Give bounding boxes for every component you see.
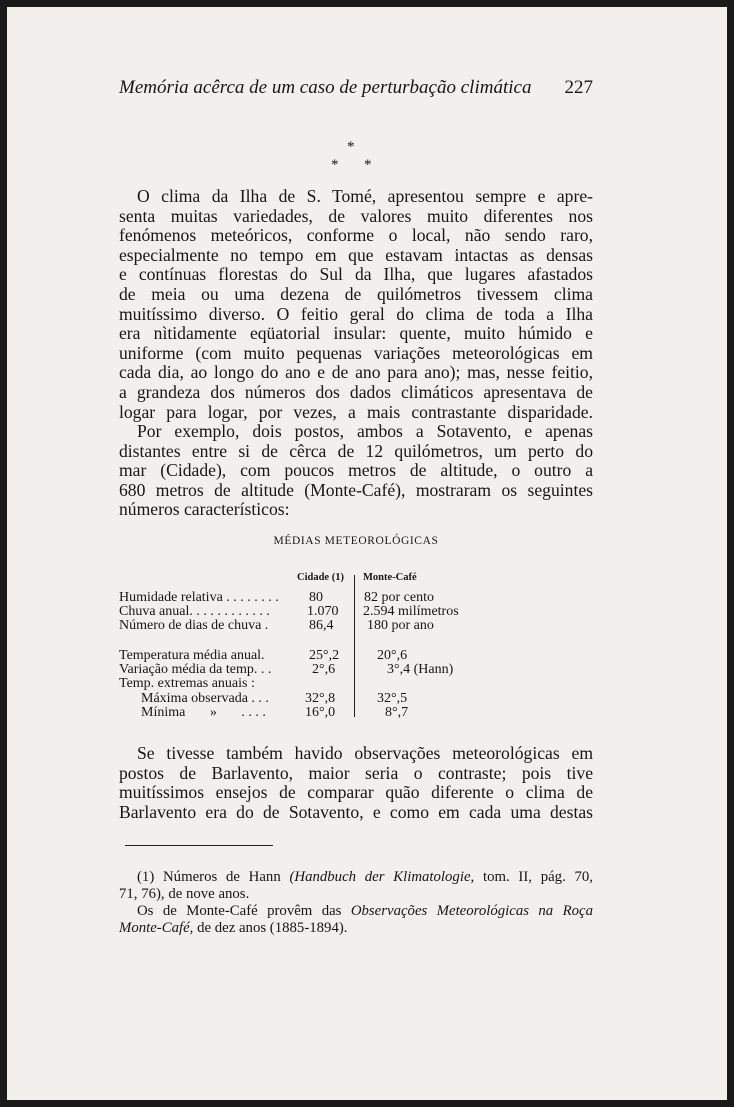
text-line: uniforme (com muito pequenas variações meteorológicas em — [119, 342, 593, 363]
footnote-text: (1) Números de Hann — [137, 869, 290, 885]
cell-monte-cafe: 20°,6 — [377, 648, 408, 663]
text-line: O clima da Ilha de S. Tomé, apresentou sempre e apre- — [137, 186, 593, 206]
footnote-text: de dez anos (1885-1894). — [193, 920, 348, 936]
cell-cidade: 80 — [309, 590, 323, 605]
footnote-book-title: Observações Meteorológicas na Roça — [350, 903, 593, 919]
cell-cidade: 32°,8 — [305, 691, 336, 706]
cell-cidade: 2°,6 — [312, 662, 336, 677]
cell-monte-cafe: 32°,5 — [377, 691, 408, 706]
row-label: Mínima » . . . . — [141, 705, 266, 720]
text-line: números característicos: — [119, 499, 290, 520]
footnote-text: tom. II, pág. 70, — [474, 869, 593, 885]
text-line: 680 metros de altitude (Monte-Café), mostraram os seguintes — [119, 479, 593, 500]
footnote-rule — [125, 845, 273, 846]
text-line: muitíssimo diverso. O feitio geral do clima de toda a Ilha — [119, 303, 593, 324]
text-line: era nìtidamente eqüatorial insular: quente, muito húmido e — [119, 323, 593, 344]
asterism-ornament: * * * — [331, 139, 372, 173]
text-line: Barlavento era do de Sotavento, e como em cada uma destas — [119, 801, 593, 822]
cell-monte-cafe: 8°,7 — [385, 705, 409, 720]
page — [7, 7, 727, 1100]
footnote-book-title: (Handbuch der Klimatologie, — [289, 869, 475, 885]
col-header-monte-cafe: Monte-Café — [363, 572, 417, 583]
running-title: Memória acêrca de um caso de perturbação climática — [119, 77, 532, 98]
cell-cidade: 1.070 — [307, 604, 339, 619]
text-line: mar (Cidade), com poucos metros de altitude, o outro a — [119, 460, 593, 481]
text-line: Por exemplo, dois postos, ambos a Sotavento, e apenas — [137, 421, 593, 441]
paragraph-2 — [119, 422, 593, 520]
text-line: postos de Barlavento, maior seria o contraste; pois tive — [119, 762, 593, 783]
climate-table — [119, 572, 593, 722]
page-number: 227 — [564, 77, 593, 98]
cell-monte-cafe: 82 por cento — [364, 590, 434, 605]
text-line: distantes entre si de cêrca de 12 quilómetros, um perto do — [119, 440, 593, 461]
col-header-cidade: Cidade (1) — [297, 572, 344, 583]
row-label: Humidade relativa . . . . . . . . — [119, 590, 279, 605]
footnote-2-line — [119, 920, 593, 937]
row-label: Máxima observada . . . — [141, 691, 269, 706]
row-label: Temperatura média anual. — [119, 648, 265, 663]
cell-cidade: 25°,2 — [309, 648, 340, 663]
paragraph-1 — [119, 187, 593, 422]
text-line: logar para logar, por vezes, a mais contrastante disparidade. — [119, 401, 593, 422]
row-label: Temp. extremas anuais : — [119, 676, 255, 691]
text-line: cada dia, ao longo do ano e de ano para ano); mas, nesse feitio, — [119, 362, 593, 383]
text-line: Se tivesse também havido observações meteorológicas em — [137, 743, 593, 763]
text-line: e contínuas florestas do Sul da Ilha, que lugares afastados — [119, 264, 593, 285]
text-line: senta muitas variedades, de valores muito diferentes nos — [119, 205, 593, 226]
footnote-1-line: 71, 76), de nove anos. — [119, 886, 250, 902]
footnotes — [119, 869, 593, 937]
text-line: fenómenos meteóricos, conforme o local, não sendo raro, — [119, 225, 593, 246]
row-label: Chuva anual. . . . . . . . . . . . — [119, 604, 270, 619]
cell-monte-cafe: 2.594 milímetros — [363, 604, 459, 619]
cell-cidade: 16°,0 — [305, 705, 336, 720]
cell-monte-cafe: 180 por ano — [367, 618, 434, 633]
table-title: MÉDIAS METEOROLÓGICAS — [273, 535, 439, 547]
text-line: especialmente no tempo em que estavam intactas as densas — [119, 244, 593, 265]
footnote-text: Os de Monte-Café provêm das — [137, 903, 351, 919]
row-label: Número de dias de chuva . — [119, 618, 269, 633]
column-divider — [354, 575, 355, 717]
footnote-2-line — [119, 903, 593, 920]
text-line: muitíssimos ensejos de comparar quão diferente o clima de — [119, 782, 593, 803]
cell-monte-cafe: 3°,4 (Hann) — [387, 662, 454, 677]
footnote-1-line — [119, 869, 593, 886]
text-line: de meia ou uma dezena de quilómetros tivessem clima — [119, 283, 593, 304]
running-header — [119, 77, 593, 105]
cell-cidade: 86,4 — [309, 618, 334, 633]
footnote-book-title: Monte-Café, — [119, 920, 194, 936]
row-label: Variação média da temp. . . — [119, 662, 272, 677]
text-line: a grandeza dos números dos dados climáticos apresentava de — [119, 381, 593, 402]
paragraph-3 — [119, 744, 593, 822]
